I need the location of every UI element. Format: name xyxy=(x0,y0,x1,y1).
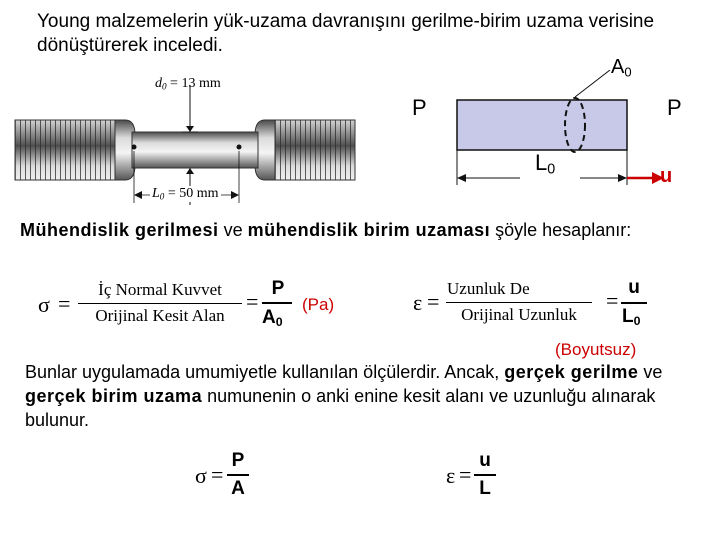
eq2-epsilon: ε xyxy=(413,290,423,315)
eq4-l: L xyxy=(479,478,491,499)
u-label: u xyxy=(660,165,673,187)
eq2-equals-2: = xyxy=(606,288,619,313)
d0-dimension-label: $d_0 = 13$ mm xyxy=(155,76,221,92)
eq3-fraction-bar xyxy=(227,474,249,476)
eq3-a: A xyxy=(231,478,245,499)
p-left-label: P xyxy=(412,95,427,120)
eq2-numerator: Uzunluk De xyxy=(447,279,530,298)
eq2-unit: (Boyutsuz) xyxy=(555,340,637,359)
eq2-l0: $L_0$ xyxy=(622,306,641,329)
bar-diagram xyxy=(430,70,695,190)
eq1-numerator: İç Normal Kuvvet xyxy=(98,280,222,299)
eq1-a0: $A_0$ xyxy=(262,307,283,330)
eq2-u: u xyxy=(628,277,640,298)
eq3-p: P xyxy=(231,450,245,471)
eq2-equals: = xyxy=(427,289,440,314)
eq4-equals: = xyxy=(459,462,472,487)
eq1-unit: (Pa) xyxy=(302,295,335,314)
engineering-definitions-text: Mühendislik gerilmesi ve mühendislik birim uzaması şöyle hesaplanır: xyxy=(20,220,632,240)
eq4-u: u xyxy=(479,450,491,471)
eq1-fraction-bar xyxy=(78,303,242,304)
eq2-denominator: Orijinal Uzunluk xyxy=(461,305,577,324)
intro-text: Young malzemelerin yük-uzama davranışını gerilme-birim uzama verisine dönüştürerek inceledi. xyxy=(37,11,655,56)
eq1-denominator: Orijinal Kesit Alan xyxy=(95,306,225,325)
eq3-equals: = xyxy=(211,462,224,487)
eq1-p: P xyxy=(271,278,285,299)
true-stress-strain-text: Bunlar uygulamada umumiyetle kullanılan ölçülerdir. Ancak, gerçek gerilme ve gerçek birim uzama numunenin o anki enine kesit alanı ve uzunluğu alınarak bulunur. xyxy=(25,362,663,430)
eq2-fraction-bar-2 xyxy=(621,302,647,304)
p-right-label: P xyxy=(667,95,682,120)
eq1-sigma: σ xyxy=(38,292,50,317)
eq4-fraction-bar xyxy=(474,474,496,476)
eq3-sigma: σ xyxy=(195,463,207,488)
eq2-fraction-bar xyxy=(446,302,592,303)
l0-label: $L_0$ xyxy=(535,150,556,178)
eq1-equals-2: = xyxy=(246,289,259,314)
eq1-fraction-bar-2 xyxy=(262,302,292,304)
l0-dimension-label: $L_0 = 50$ mm xyxy=(152,186,219,202)
eq1-equals: = xyxy=(58,291,71,316)
eq4-epsilon: ε xyxy=(446,463,456,488)
a0-label: $A_0$ xyxy=(611,56,632,80)
